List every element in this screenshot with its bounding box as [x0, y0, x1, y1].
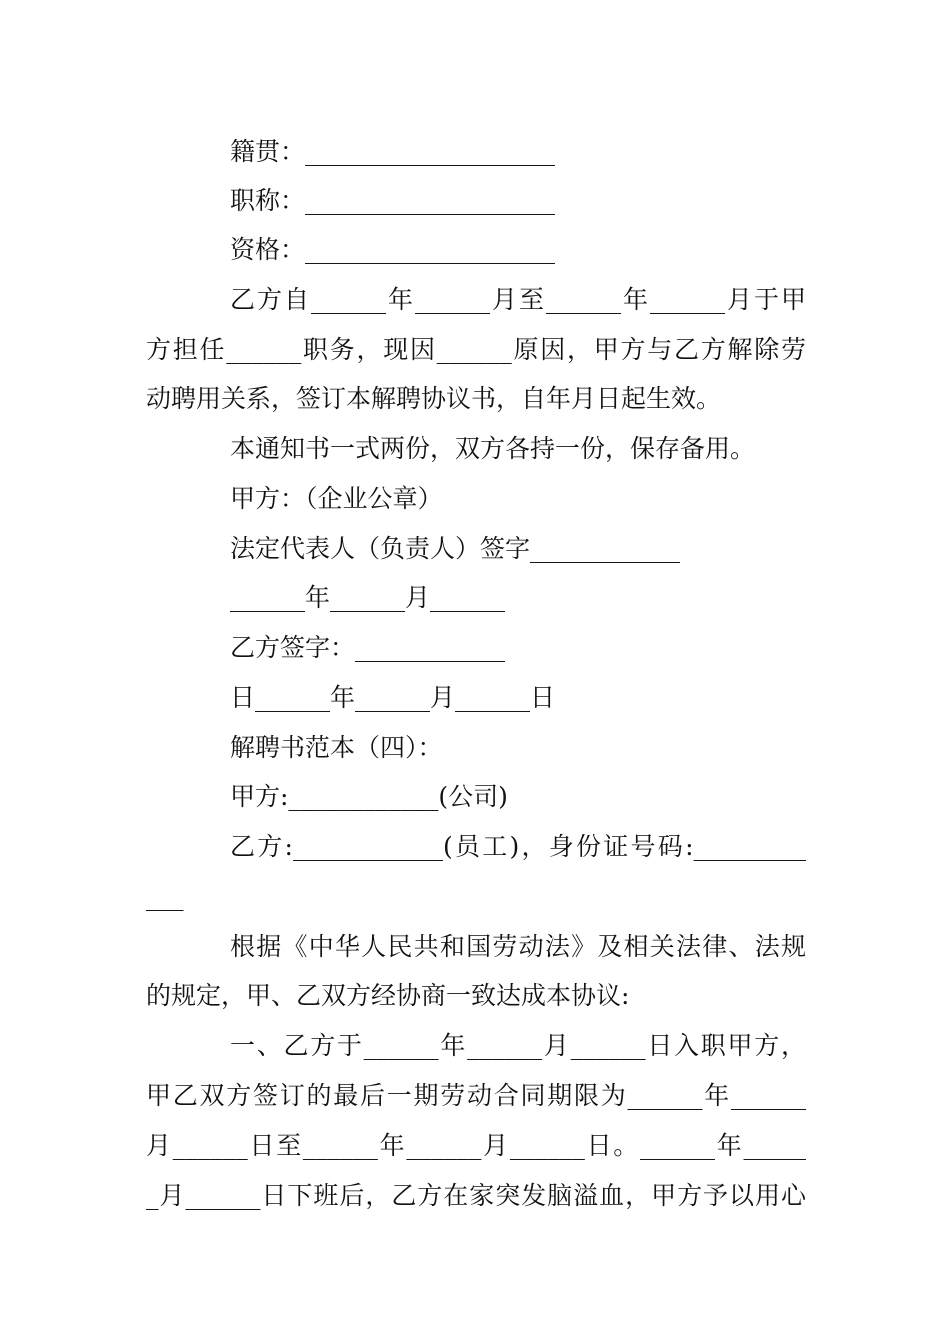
field-native-place: 籍贯：____________________: [230, 137, 556, 166]
field-job-title: 职称：____________________: [230, 186, 556, 215]
clause-one-line2: 甲乙双方签订的最后一期劳动合同期限为______年______: [146, 1081, 806, 1110]
section-heading: 解聘书范本（四）：: [230, 733, 443, 762]
date-line-a: ______年______月______: [230, 583, 506, 612]
clause-one-line1: 一、乙方于______年______月______日入职甲方，: [230, 1031, 806, 1060]
date-line-b: 日______年______月______日: [230, 683, 556, 712]
party-b-employee: 乙方:____________(员工)，身份证号码:_________: [230, 832, 806, 861]
party-a-company: 甲方:____________(公司): [230, 782, 508, 811]
clause-one-line4: _月______日下班后，乙方在家突发脑溢血，甲方予以用心: [146, 1181, 806, 1210]
basis-paragraph-line1: 根据《中华人民共和国劳动法》及相关法律、法规: [230, 932, 806, 961]
legal-rep-signature: 法定代表人（负责人）签字____________: [230, 534, 681, 563]
party-b-id-continuation: ___: [146, 882, 184, 911]
field-qualification: 资格：____________________: [230, 235, 556, 264]
party-b-signature: 乙方签字：____________: [230, 633, 506, 662]
clause-one-line3: 月______日至______年______月______日。______年_____: [146, 1131, 806, 1160]
party-a-seal: 甲方：（企业公章）: [230, 484, 443, 513]
paragraph-employment-line2: 方担任______职务，现因______原因，甲方与乙方解除劳: [146, 335, 806, 364]
basis-paragraph-line2: 的规定，甲、乙双方经协商一致达成本协议:: [146, 981, 630, 1010]
paragraph-employment-line3: 动聘用关系，签订本解聘协议书，自年月日起生效。: [146, 384, 722, 413]
paragraph-employment-line1: 乙方自______年______月至______年______月于甲: [230, 285, 806, 314]
notice-copies: 本通知书一式两份，双方各持一份，保存备用。: [230, 434, 756, 463]
